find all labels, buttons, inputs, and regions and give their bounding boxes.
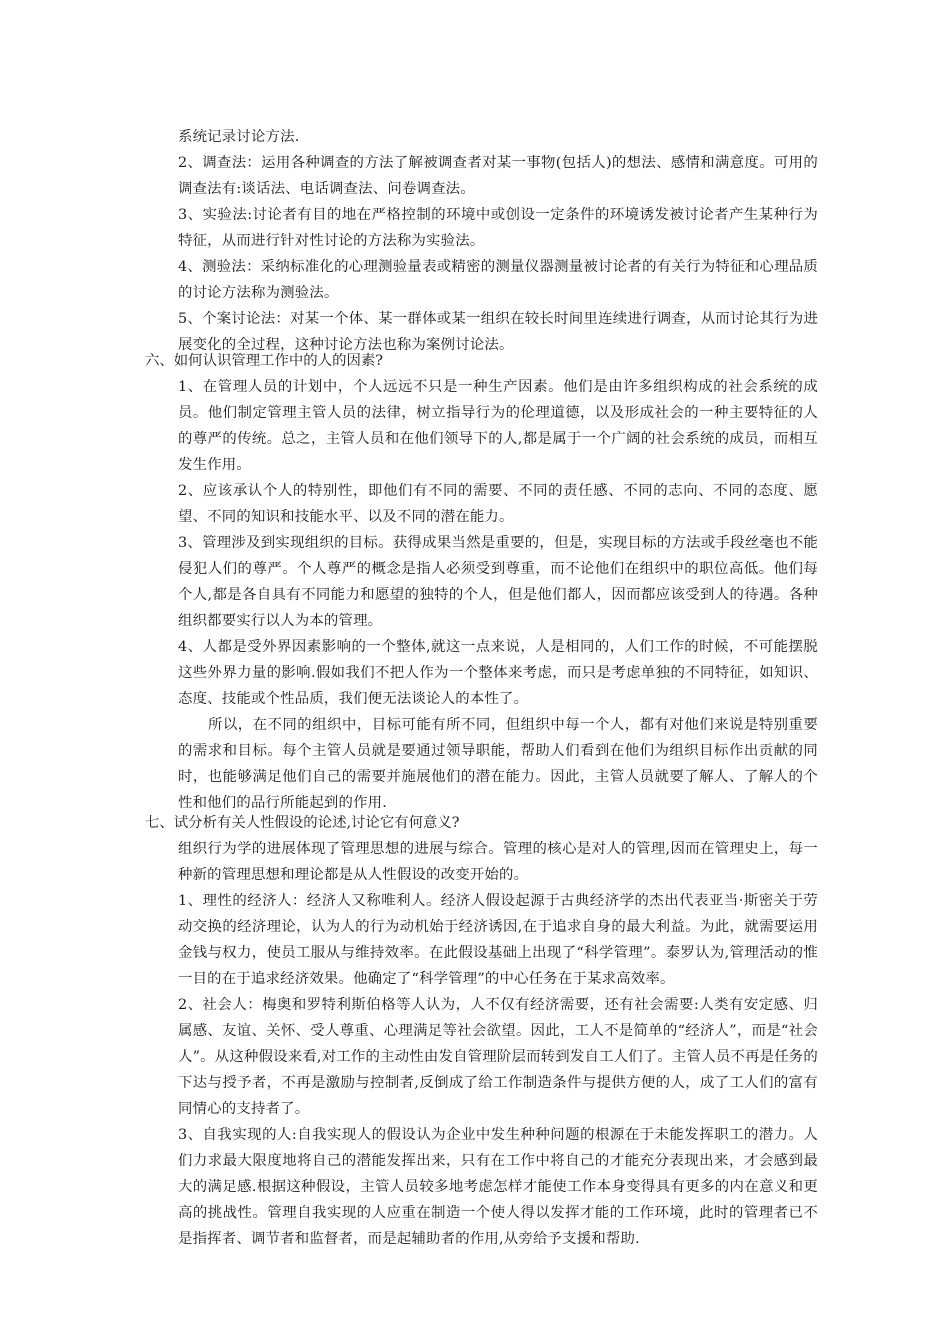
- paragraph-survey-method: 2、调查法：运用各种调查的方法了解被调查者对某一事物(包括人)的想法、感情和满意度。可用的调查法有:谈话法、电话调查法、问卷调查法。: [178, 155, 818, 197]
- paragraph-human-factor-summary: 所以，在不同的组织中，目标可能有所不同，但组织中每一个人，都有对他们来说是特别重要的需求和目标。每个主管人员就是要通过领导职能，帮助人们看到在他们为组织目标作出贡献的同时，也能够满足他们自己的需要并施展他们的潜在能力。因此，主管人员就要了解人、了解人的个性和他们的品行所能起到的作用.: [178, 717, 818, 811]
- paragraph-human-factor-3: 3、管理涉及到实现组织的目标。获得成果当然是重要的，但是，实现目标的方法或手段丝毫也不能侵犯人们的尊严。个人尊严的概念是指人必须受到尊重，而不论他们在组织中的职位高低。他们每个人,都是各自具有不同能力和愿望的独特的个人，但是他们都人，因而都应该受到人的待遇。各种组织都要实行以人为本的管理。: [178, 535, 818, 629]
- paragraph-human-factor-2: 2、应该承认个人的特别性，即他们有不同的需要、不同的责任感、不同的志向、不同的态度、愿望、不同的知识和技能水平、以及不同的潜在能力。: [178, 483, 818, 525]
- paragraph-economic-man: 1、理性的经济人：经济人又称唯利人。经济人假设起源于古典经济学的杰出代表亚当·斯密关于劳动交换的经济理论，认为人的行为动机始于经济诱因,在于追求自身的最大利益。为此，就需要运用金钱与权力，使员工服从与维持效率。在此假设基础上出现了“科学管理”。泰罗认为,管理活动的惟一目的在于追求经济效果。他确定了“科学管理”的中心任务在于某求高效率。: [178, 893, 818, 987]
- section-heading-7: 七、试分析有关人性假设的论述,讨论它有何意义?: [145, 815, 460, 831]
- paragraph-human-factor-4: 4、人都是受外界因素影响的一个整体,就这一点来说，人是相同的，人们工作的时候，不可能摆脱这些外界力量的影响.假如我们不把人作为一个整体来考虑，而只是考虑单独的不同特征，如知识、态度、技能或个性品质，我们便无法谈论人的本性了。: [178, 639, 818, 707]
- paragraph-human-factor-1: 1、在管理人员的计划中，个人远远不只是一种生产因素。他们是由许多组织构成的社会系统的成员。他们制定管理主管人员的法律，树立指导行为的伦理道德，以及形成社会的一种主要特征的人的尊严的传统。总之，主管人员和在他们领导下的人,都是属于一个广阔的社会系统的成员，而相互发生作用。: [178, 379, 818, 473]
- paragraph-continuation: 系统记录讨论方法.: [178, 129, 300, 145]
- paragraph-case-method: 5、个案讨论法：对某一个体、某一群体或某一组织在较长时间里连续进行调查，从而讨论其行为进展变化的全过程，这种讨论方法也称为案例讨论法。: [178, 311, 818, 353]
- paragraph-social-man: 2、社会人：梅奥和罗特利斯伯格等人认为，人不仅有经济需要，还有社会需要:人类有安定感、归属感、友谊、关怀、受人尊重、心理满足等社会欲望。因此，工人不是简单的“经济人”，而是“社会人”。从这种假设来看,对工作的主动性由发自管理阶层而转到发自工人们了。主管人员不再是任务的下达与授予者，不再是激励与控制者,反倒成了给工作制造条件与提供方便的人，成了工人们的富有同情心的支持者了。: [178, 997, 818, 1117]
- paragraph-test-method: 4、测验法：采纳标准化的心理测验量表或精密的测量仪器测量被讨论者的有关行为特征和心理品质的讨论方法称为测验法。: [178, 259, 818, 301]
- section-heading-6: 六、如何认识管理工作中的人的因素?: [145, 353, 383, 369]
- paragraph-self-actualizing-man: 3、自我实现的人:自我实现人的假设认为企业中发生种种问题的根源在于未能发挥职工的潜力。人们力求最大限度地将自己的潜能发挥出来，只有在工作中将自己的才能充分表现出来，才会感到最大的满足感.根据这种假设，主管人员较多地考虑怎样才能使工作本身变得具有更多的内在意义和更高的挑战性。管理自我实现的人应重在制造一个使人得以发挥才能的工作环境，此时的管理者已不是指挥者、调节者和监督者，而是起辅助者的作用,从旁给予支援和帮助.: [178, 1127, 818, 1247]
- paragraph-experiment-method: 3、实验法:讨论者有目的地在严格控制的环境中或创设一定条件的环境诱发被讨论者产生某种行为特征，从而进行针对性讨论的方法称为实验法。: [178, 207, 818, 249]
- paragraph-human-nature-intro: 组织行为学的进展体现了管理思想的进展与综合。管理的核心是对人的管理,因而在管理史上，每一种新的管理思想和理论都是从人性假设的改变开始的。: [178, 841, 818, 883]
